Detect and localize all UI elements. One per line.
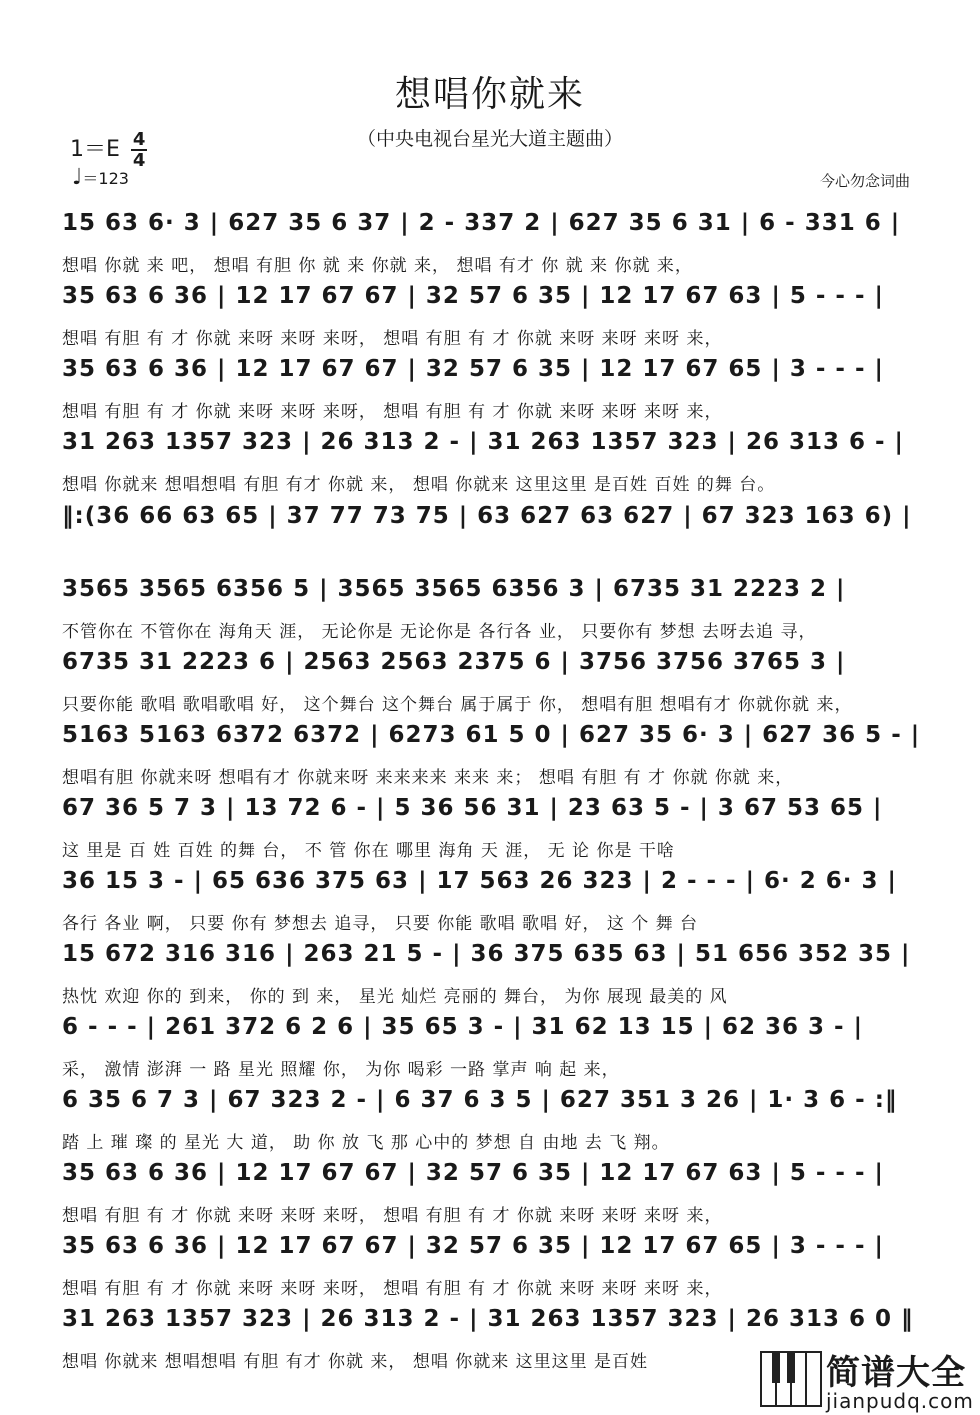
lyrics-line-6: 不管你在 不管你在 海角天 涯， 无论你是 无论你是 各行各 业， 只要你有 梦想 去呀去追 寻，: [62, 622, 817, 642]
time-numerator: 4: [132, 129, 146, 150]
lyrics-line-14: 想唱 有胆 有 才 你就 来呀 来呀 来呀， 想唱 有胆 有 才 你就 来呀 来呀 来呀 来，: [62, 1206, 723, 1226]
time-signature: [131, 130, 148, 170]
notes-line-1: 15 63 6· 3 | 627 35 6 37 | 2 - 337 2 | 627 35 6 31 | 6 - 331 6 |: [62, 210, 901, 236]
lyrics-line-9: 这 里是 百 姓 百姓 的舞 台， 不 管 你在 哪里 海角 天 涯， 无 论 你是 干啥: [62, 841, 675, 861]
tempo-value: ＝123: [82, 169, 129, 188]
lyrics-line-15: 想唱 有胆 有 才 你就 来呀 来呀 来呀， 想唱 有胆 有 才 你就 来呀 来呀 来呀 来，: [62, 1279, 723, 1299]
song-subtitle: （中央电视台星光大道主题曲）: [356, 128, 623, 150]
lyrics-line-3: 想唱 有胆 有 才 你就 来呀 来呀 来呀， 想唱 有胆 有 才 你就 来呀 来呀 来呀 来，: [62, 402, 723, 422]
lyrics-line-11: 热忱 欢迎 你的 到来， 你的 到 来， 星光 灿烂 亮丽的 舞台， 为你 展现 最美的 风: [62, 987, 728, 1007]
lyrics-line-1: 想唱 你就 来 吧， 想唱 有胆 你 就 来 你就 来， 想唱 有才 你 就 来 你就 来，: [62, 256, 693, 276]
key-label: 1＝E: [70, 137, 120, 162]
notes-line-15: 35 63 6 36 | 12 17 67 67 | 32 57 6 35 | 12 17 67 65 | 3 - - - |: [62, 1233, 884, 1259]
watermark-brand: 简谱大全: [826, 1353, 966, 1393]
notes-line-10: 36 15 3 - | 65 636 375 63 | 17 563 26 323 | 2 - - - | 6· 2 6· 3 |: [62, 868, 897, 894]
lyrics-line-8: 想唱有胆 你就来呀 想唱有才 你就来呀 来来来来 来来 来； 想唱 有胆 有 才 你就 你就 来，: [62, 768, 794, 788]
notes-line-16: 31 263 1357 323 | 26 313 2 - | 31 263 1357 323 | 26 313 6 0 ‖: [62, 1306, 914, 1332]
notes-line-4: 31 263 1357 323 | 26 313 2 - | 31 263 1357 323 | 26 313 6 - |: [62, 429, 904, 455]
lyrics-line-4: 想唱 你就来 想唱想唱 有胆 有才 你就 来， 想唱 你就来 这里这里 是百姓 百姓 的舞 台。: [62, 475, 776, 495]
notes-line-2: 35 63 6 36 | 12 17 67 67 | 32 57 6 35 | 12 17 67 63 | 5 - - - |: [62, 283, 884, 309]
notes-line-8: 5163 5163 6372 6372 | 6273 61 5 0 | 627 35 6· 3 | 627 36 5 - |: [62, 722, 921, 748]
notes-line-7: 6735 31 2223 6 | 2563 2563 2375 6 | 3756 3756 3765 3 |: [62, 649, 846, 675]
key-signature: [70, 130, 147, 170]
author-credit: 今心勿念词曲: [819, 172, 910, 190]
notes-line-11: 15 672 316 316 | 263 21 5 - | 36 375 635 63 | 51 656 352 35 |: [62, 941, 911, 967]
lyrics-line-13: 踏 上 璀 璨 的 星光 大 道， 助 你 放 飞 那 心中的 梦想 自 由地 去 飞 翔。: [62, 1133, 670, 1153]
lyrics-line-12: 采， 激情 澎湃 一 路 星光 照耀 你， 为你 喝彩 一路 掌声 响 起 来，: [62, 1060, 620, 1080]
notes-line-3: 35 63 6 36 | 12 17 67 67 | 32 57 6 35 | 12 17 67 65 | 3 - - - |: [62, 356, 884, 382]
notes-line-9: 67 36 5 7 3 | 13 72 6 - | 5 36 56 31 | 23 63 5 - | 3 67 53 65 |: [62, 795, 883, 821]
notes-line-6: 3565 3565 6356 5 | 3565 3565 6356 3 | 6735 31 2223 2 |: [62, 576, 846, 602]
notes-line-5: ‖:(36 66 63 65 | 37 77 73 75 | 63 627 63 627 | 67 323 163 6) |: [62, 503, 912, 529]
time-denominator: 4: [132, 150, 146, 171]
watermark-logo: [760, 1345, 978, 1413]
notes-line-13: 6 35 6 7 3 | 67 323 2 - | 6 37 6 3 5 | 627 351 3 26 | 1· 3 6 - :‖: [62, 1087, 898, 1113]
notes-line-14: 35 63 6 36 | 12 17 67 67 | 32 57 6 35 | 12 17 67 63 | 5 - - - |: [62, 1160, 884, 1186]
tempo-marking: [72, 165, 129, 190]
song-title: 想唱你就来: [394, 74, 585, 115]
piano-icon: [760, 1351, 822, 1407]
watermark-url: jianpudq.com: [826, 1389, 974, 1413]
quarter-note-icon: ♩: [72, 165, 83, 190]
lyrics-line-16: 想唱 你就来 想唱想唱 有胆 有才 你就 来， 想唱 你就来 这里这里 是百姓: [62, 1352, 649, 1372]
lyrics-line-10: 各行 各业 啊， 只要 你有 梦想去 追寻， 只要 你能 歌唱 歌唱 好， 这 个 舞 台: [62, 914, 699, 934]
lyrics-line-7: 只要你能 歌唱 歌唱歌唱 好， 这个舞台 这个舞台 属于属于 你， 想唱有胆 想唱有才 你就你就 来，: [62, 695, 853, 715]
notes-line-12: 6 - - - | 261 372 6 2 6 | 35 65 3 - | 31 62 13 15 | 62 36 3 - |: [62, 1014, 864, 1040]
lyrics-line-2: 想唱 有胆 有 才 你就 来呀 来呀 来呀， 想唱 有胆 有 才 你就 来呀 来呀 来呀 来，: [62, 329, 723, 349]
